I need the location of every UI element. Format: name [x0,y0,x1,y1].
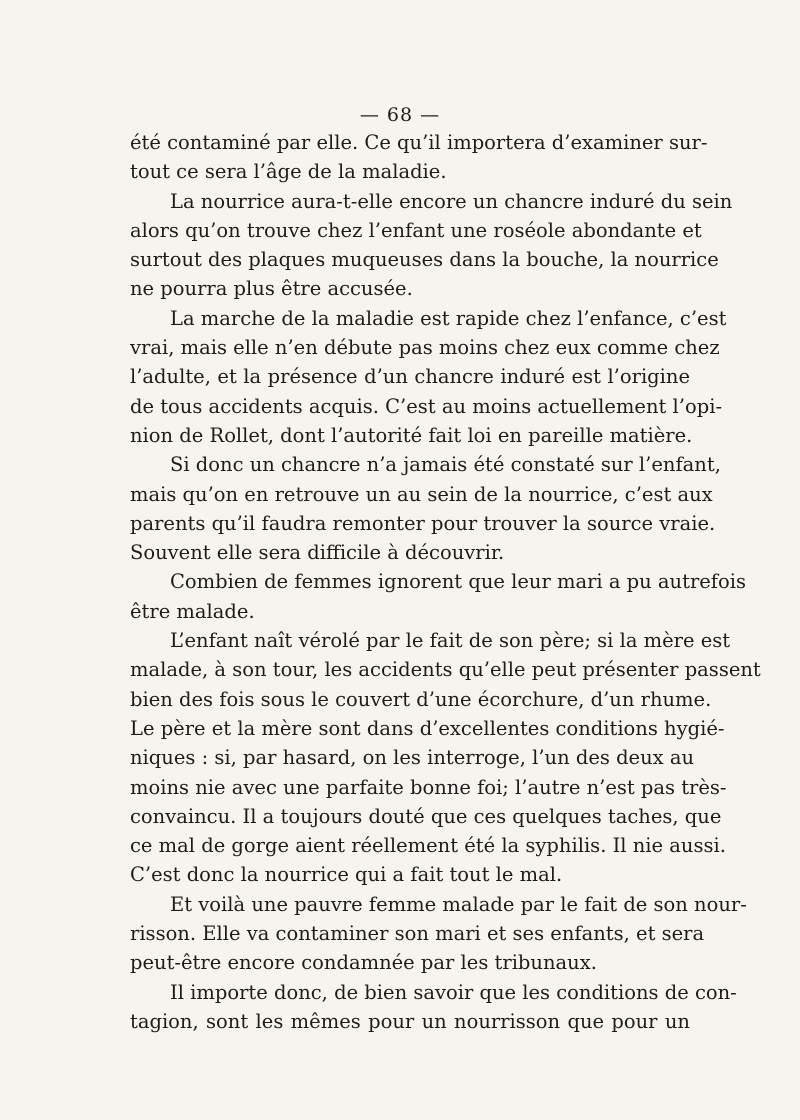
text-line: tout ce sera l’âge de la maladie. [130,160,447,184]
text-line: surtout des plaques muqueuses dans la bouche, la nourrice [130,248,719,272]
text-line: bien des fois sous le couvert d’une écorchure, d’un rhume. [130,687,712,711]
body-text [130,128,761,1036]
text-line: moins nie avec une parfaite bonne foi; l’autre n’est pas très- [130,775,727,799]
text-line: La marche de la maladie est rapide chez l’enfance, c’est [170,306,727,330]
text-line: être malade. [130,599,255,623]
text-line: Le père et la mère sont dans d’excellentes conditions hygié- [130,716,725,740]
text-line: ce mal de gorge aient réellement été la syphilis. Il nie aussi. [130,834,726,858]
text-line: de tous accidents acquis. C’est au moins actuellement l’opi- [130,394,723,418]
text-line: convaincu. Il a toujours douté que ces quelques taches, que [130,804,722,828]
text-line: vrai, mais elle n’en débute pas moins chez eux comme chez [130,336,720,360]
text-line: mais qu’on en retrouve un au sein de la nourrice, c’est aux [130,482,713,506]
text-line: ne pourra plus être accusée. [130,277,413,301]
text-line: l’adulte, et la présence d’un chancre induré est l’origine [130,365,690,389]
text-line: La nourrice aura-t-elle encore un chancre induré du sein [170,189,733,213]
text-line: tagion, sont les mêmes pour un nourrisson que pour un [130,1009,690,1033]
text-line: Si donc un chancre n’a jamais été constaté sur l’enfant, [170,453,721,477]
text-line: Souvent elle sera difficile à découvrir. [130,541,505,565]
text-line: risson. Elle va contaminer son mari et ses enfants, et sera [130,922,705,946]
text-line: Il importe donc, de bien savoir que les conditions de con- [170,980,737,1004]
text-line: alors qu’on trouve chez l’enfant une roséole abondante et [130,218,702,242]
text-line: peut-être encore condamnée par les tribunaux. [130,951,597,975]
text-line: parents qu’il faudra remonter pour trouver la source vraie. [130,511,716,535]
text-line: L’enfant naît vérolé par le fait de son père; si la mère est [170,629,731,653]
text-line: Et voilà une pauvre femme malade par le fait de son nour- [170,892,747,916]
text-line: malade, à son tour, les accidents qu’elle peut présenter passent [130,658,761,682]
text-line: C’est donc la nourrice qui a fait tout le mal. [130,863,563,887]
page-number: — 68 — [359,104,441,126]
text-line: été contaminé par elle. Ce qu’il importera d’examiner sur- [130,131,708,154]
text-line: niques : si, par hasard, on les interroge, l’un des deux au [130,746,695,770]
text-line: Combien de femmes ignorent que leur mari a pu autrefois [170,570,747,594]
text-line: nion de Rollet, dont l’autorité fait loi en pareille matière. [130,423,693,447]
